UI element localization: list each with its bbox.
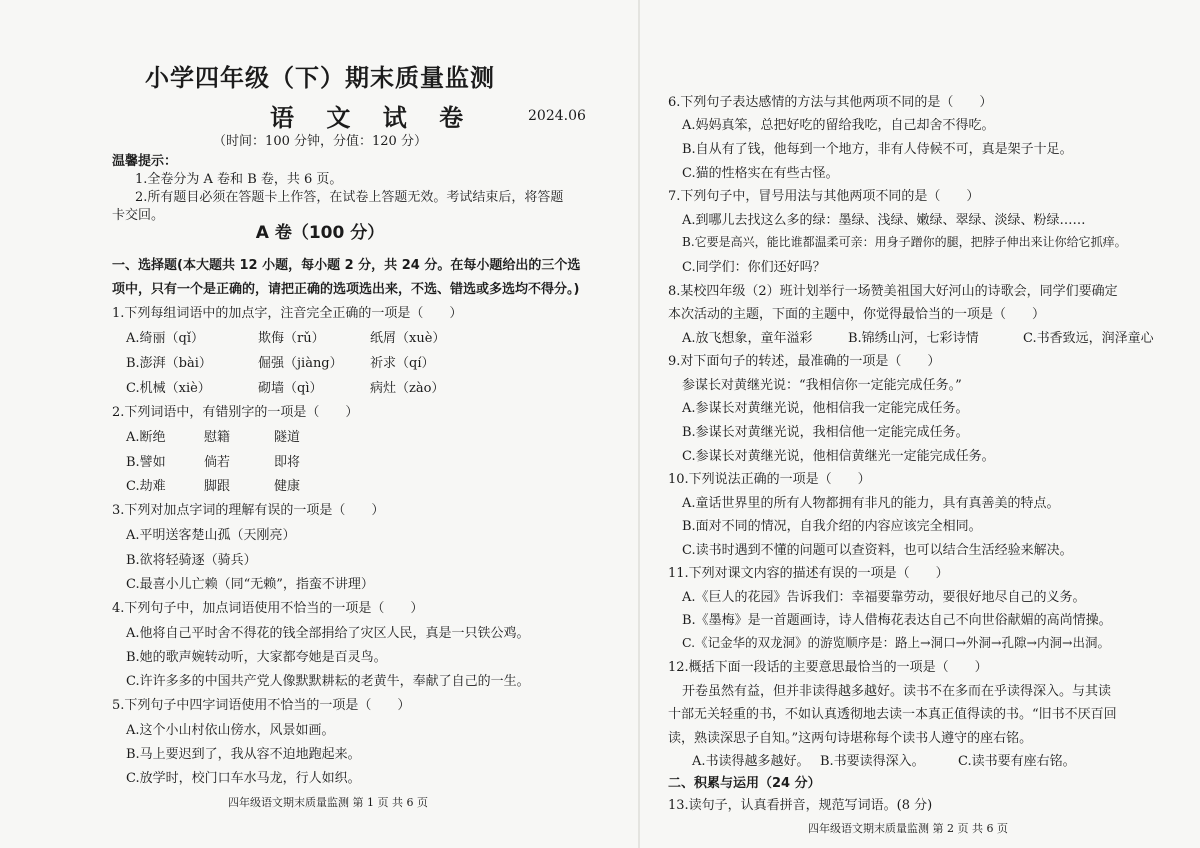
q12-passage: 读，熟读深思子自知。”这两句诗堪称每个读书人遵守的座右铭。 <box>668 731 1033 746</box>
page-footer: 四年级语文期末质量监测 第 2 页 共 6 页 <box>808 822 1008 835</box>
q7-option: A.到哪儿去找这么多的绿：墨绿、浅绿、嫩绿、翠绿、淡绿、粉绿…… <box>682 213 1086 228</box>
q6-option: B.自从有了钱，他每到一个地方，非有人侍候不可，真是架子十足。 <box>682 142 1073 157</box>
question-2: 2.下列词语中，有错别字的一项是（ ） <box>112 405 359 420</box>
q5-option: A.这个小山村依山傍水，风景如画。 <box>126 723 335 738</box>
question-12: 12.概括下面一段话的主要意思最恰当的一项是（ ） <box>668 660 988 675</box>
q12-option: A.书读得越多越好。 <box>692 754 810 769</box>
question-3: 3.下列对加点字词的理解有误的一项是（ ） <box>112 503 385 518</box>
q8-option: B.锦绣山河，七彩诗情 <box>848 331 979 346</box>
question-5: 5.下列句子中四字词语使用不恰当的一项是（ ） <box>112 698 411 713</box>
q9-quote: 参谋长对黄继光说：“我相信你一定能完成任务。” <box>682 378 962 393</box>
q8-option: C.书香致远，润泽童心 <box>1023 331 1154 346</box>
q1-option: C.机械（xiè） <box>126 381 211 396</box>
question-8-cont: 本次活动的主题，下面的主题中，你觉得最恰当的一项是（ ） <box>668 307 1046 322</box>
tips-label: 温馨提示： <box>112 154 178 169</box>
q10-option: B.面对不同的情况，自我介绍的内容应该完全相同。 <box>682 519 982 534</box>
q12-option: C.读书要有座右铭。 <box>958 754 1076 769</box>
question-7: 7.下列句子中，冒号用法与其他两项不同的是（ ） <box>668 189 980 204</box>
question-8: 8.某校四年级（2）班计划举行一场赞美祖国大好河山的诗歌会，同学们要确定 <box>668 284 1118 299</box>
tip-line: 卡交回。 <box>112 208 165 223</box>
q2-option: 慰籍 <box>204 430 231 445</box>
q12-passage: 开卷虽然有益，但并非读得越多越好。读书不在多而在乎读得深入。与其读 <box>682 684 1112 699</box>
q3-option: A.平明送客楚山孤（天刚亮） <box>126 528 296 543</box>
q10-option: C.读书时遇到不懂的问题可以查资料，也可以结合生活经验来解决。 <box>682 543 1073 558</box>
q2-option: 倘若 <box>204 455 231 470</box>
q12-passage: 十部无关轻重的书，不如认真透彻地去读一本真正值得读的书。“旧书不厌百回 <box>668 707 1117 722</box>
part1-instruction: 一、选择题(本大题共 12 小题，每小题 2 分，共 24 分。在每小题给出的三个选 <box>112 258 581 273</box>
q3-option: C.最喜小儿亡赖（同“无赖”，指蛮不讲理） <box>126 577 374 592</box>
q9-option: B.参谋长对黄继光说，我相信他一定能完成任务。 <box>682 425 969 440</box>
q9-option: A.参谋长对黄继光说，他相信我一定能完成任务。 <box>682 401 969 416</box>
question-1: 1.下列每组词语中的加点字，注音完全正确的一项是（ ） <box>112 306 463 321</box>
q8-option: A.放飞想象，童年溢彩 <box>682 331 813 346</box>
question-9: 9.对下面句子的转述，最准确的一项是（ ） <box>668 354 941 369</box>
q2-option: B.譬如 <box>126 455 166 470</box>
q11-option: C.《记金华的双龙洞》的游览顺序是：路上→洞口→外洞→孔隙→内洞→出洞。 <box>682 635 1110 650</box>
q5-option: B.马上要迟到了，我从容不迫地跑起来。 <box>126 747 361 762</box>
question-11: 11.下列对课文内容的描述有误的一项是（ ） <box>668 566 949 581</box>
q3-option: B.欲将轻骑逐（骑兵） <box>126 553 257 568</box>
q2-option: 即将 <box>274 455 301 470</box>
q12-option: B.书要读得深入。 <box>820 754 925 769</box>
q1-option: 欺侮（rǔ） <box>258 331 325 346</box>
question-4: 4.下列句子中，加点词语使用不恰当的一项是（ ） <box>112 601 424 616</box>
q10-option: A.童话世界里的所有人物都拥有非凡的能力，具有真善美的特点。 <box>682 496 1060 511</box>
q1-option: A.绮丽（qǐ） <box>126 331 205 346</box>
exam-meta: （时间：100 分钟，分值：120 分） <box>213 134 427 149</box>
q2-option: 健康 <box>274 479 301 494</box>
q2-option: A.断绝 <box>126 430 166 445</box>
exam-title: 小学四年级（下）期末质量监测 <box>145 63 495 92</box>
q1-option: B.澎湃（bài） <box>126 356 212 371</box>
q2-option: 隧道 <box>274 430 301 445</box>
q1-option: 祈求（qí） <box>370 356 435 371</box>
q1-option: 砌墙（qì） <box>258 381 323 396</box>
q11-option: A.《巨人的花园》告诉我们：幸福要靠劳动，要很好地尽自己的义务。 <box>682 590 1086 605</box>
q7-option: C.同学们：你们还好吗？ <box>682 260 826 275</box>
tip-line: 2.所有题目必须在答题卡上作答，在试卷上答题无效。考试结束后，将答题 <box>135 190 564 205</box>
exam-date: 2024.06 <box>528 108 586 124</box>
q1-option: 纸屑（xuè） <box>370 331 446 346</box>
page-footer: 四年级语文期末质量监测 第 1 页 共 6 页 <box>228 796 428 809</box>
part1-instruction: 项中，只有一个是正确的，请把正确的选项选出来，不选、错选或多选均不得分。) <box>112 282 580 297</box>
q7-option: B.它要是高兴，能比谁都温柔可亲：用身子蹭你的腿，把脖子伸出来让你给它抓痒。 <box>682 235 1127 249</box>
q6-option: C.猫的性格实在有些古怪。 <box>682 166 839 181</box>
q1-option: 病灶（zào） <box>370 381 445 396</box>
q4-option: B.她的歌声婉转动听，大家都夸她是百灵鸟。 <box>126 650 387 665</box>
section-a-heading: A 卷（100 分） <box>255 223 385 243</box>
q2-option: C.劫难 <box>126 479 166 494</box>
q4-option: C.许许多多的中国共产党人像默默耕耘的老黄牛，奉献了自己的一生。 <box>126 674 530 689</box>
q11-option: B.《墨梅》是一首题画诗，诗人借梅花表达自己不向世俗献媚的高尚情操。 <box>682 613 1112 628</box>
q6-option: A.妈妈真笨，总把好吃的留给我吃，自己却舍不得吃。 <box>682 118 995 133</box>
q1-option: 倔强（jiàng） <box>258 356 343 371</box>
q2-option: 脚跟 <box>204 479 231 494</box>
question-6: 6.下列句子表达感情的方法与其他两项不同的是（ ） <box>668 95 993 110</box>
question-13: 13.读句子，认真看拼音，规范写词语。(8 分) <box>668 798 933 813</box>
question-10: 10.下列说法正确的一项是（ ） <box>668 472 871 487</box>
exam-page-2 <box>640 0 1200 848</box>
tip-line: 1.全卷分为 A 卷和 B 卷，共 6 页。 <box>135 172 343 187</box>
q4-option: A.他将自己平时舍不得花的钱全部捐给了灾区人民，真是一只铁公鸡。 <box>126 626 530 641</box>
q5-option: C.放学时，校门口车水马龙，行人如织。 <box>126 771 361 786</box>
part2-heading: 二、积累与运用（24 分） <box>668 776 821 791</box>
q9-option: C.参谋长对黄继光说，他相信黄继光一定能完成任务。 <box>682 449 995 464</box>
exam-subtitle: 语 文 试 卷 <box>270 103 476 132</box>
